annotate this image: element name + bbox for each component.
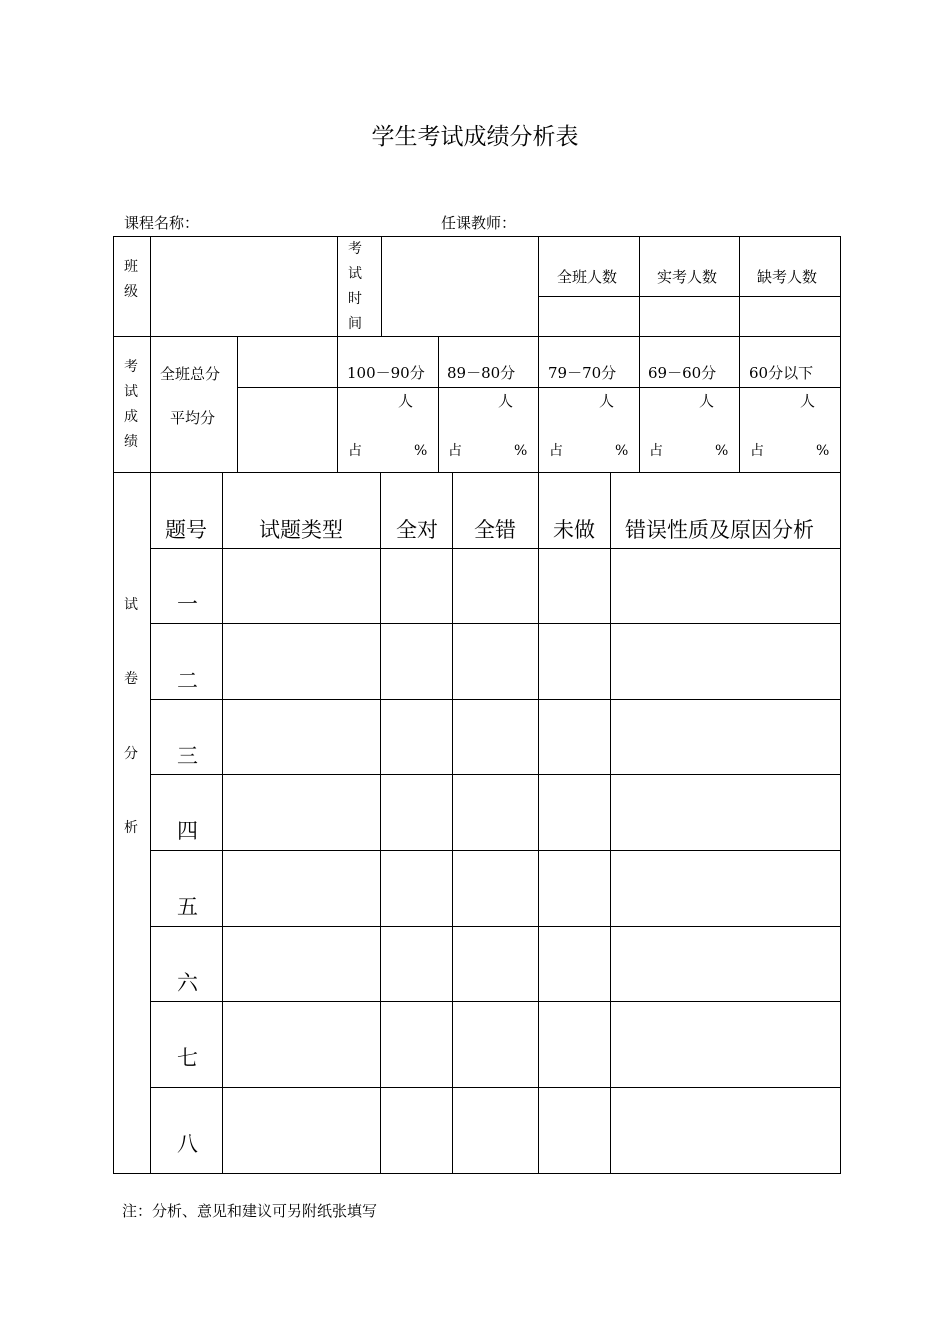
table-rule bbox=[113, 236, 841, 237]
table-rule bbox=[739, 236, 740, 473]
exam-time-label-3: 时 bbox=[348, 291, 362, 307]
total-score-label: 全班总分 bbox=[160, 365, 221, 383]
table-rule bbox=[381, 236, 382, 337]
range-89-80: 89－80分 bbox=[447, 364, 516, 382]
table-rule bbox=[452, 472, 453, 1174]
table-rule bbox=[237, 336, 238, 473]
column-question-type: 试题类型 bbox=[259, 518, 343, 542]
table-rule bbox=[840, 236, 841, 1174]
table-rule bbox=[150, 926, 841, 927]
table-rule bbox=[222, 472, 223, 1174]
course-name-label: 课程名称： bbox=[124, 214, 200, 232]
table-rule bbox=[639, 236, 640, 473]
analysis-section-label-4: 析 bbox=[124, 820, 138, 836]
share-label: 占 bbox=[348, 443, 362, 459]
share-label: 占 bbox=[649, 443, 663, 459]
score-section-label-2: 试 bbox=[124, 384, 138, 400]
page-title: 学生考试成绩分析表 bbox=[371, 124, 579, 150]
question-number: 一 bbox=[177, 592, 198, 616]
table-rule bbox=[237, 387, 841, 388]
column-all-correct: 全对 bbox=[396, 518, 438, 542]
persons-unit: 人 bbox=[800, 392, 816, 410]
analysis-section-label-3: 分 bbox=[124, 746, 138, 762]
exam-time-label-4: 间 bbox=[348, 316, 362, 332]
table-rule bbox=[337, 236, 338, 337]
table-rule bbox=[113, 236, 114, 1174]
table-rule bbox=[150, 472, 151, 1174]
persons-unit: 人 bbox=[398, 392, 414, 410]
average-score-label: 平均分 bbox=[170, 409, 216, 427]
table-rule bbox=[113, 336, 841, 337]
range-79-70: 79－70分 bbox=[548, 364, 617, 382]
range-69-60: 69－60分 bbox=[648, 364, 717, 382]
percent-unit: % bbox=[715, 443, 729, 459]
table-rule bbox=[380, 472, 381, 1174]
table-rule bbox=[337, 336, 338, 473]
question-number: 三 bbox=[177, 744, 198, 768]
table-rule bbox=[538, 472, 539, 1174]
table-rule bbox=[610, 472, 611, 1174]
share-label: 占 bbox=[549, 443, 563, 459]
range-100-90: 100－90分 bbox=[347, 364, 425, 382]
teacher-label: 任课教师： bbox=[441, 214, 517, 232]
share-label: 占 bbox=[448, 443, 462, 459]
percent-unit: % bbox=[615, 443, 629, 459]
question-number: 二 bbox=[177, 669, 198, 693]
table-rule bbox=[538, 296, 841, 297]
table-rule bbox=[150, 623, 841, 624]
percent-unit: % bbox=[514, 443, 528, 459]
persons-unit: 人 bbox=[498, 392, 514, 410]
analysis-section-label-1: 试 bbox=[124, 597, 138, 613]
table-rule bbox=[150, 774, 841, 775]
exam-time-label-2: 试 bbox=[348, 266, 362, 282]
table-rule bbox=[150, 236, 151, 473]
percent-unit: % bbox=[414, 443, 428, 459]
column-question-number: 题号 bbox=[165, 518, 207, 542]
class-label-1: 班 bbox=[124, 259, 138, 275]
column-all-wrong: 全错 bbox=[474, 518, 516, 542]
absent-students-label: 缺考人数 bbox=[757, 268, 818, 286]
table-rule bbox=[150, 1087, 841, 1088]
table-rule bbox=[538, 236, 539, 473]
exam-time-label-1: 考 bbox=[348, 241, 362, 257]
score-section-label-4: 绩 bbox=[124, 434, 138, 450]
persons-unit: 人 bbox=[599, 392, 615, 410]
column-not-done: 未做 bbox=[553, 518, 595, 542]
table-rule bbox=[150, 548, 841, 549]
actual-students-label: 实考人数 bbox=[657, 268, 718, 286]
column-error-analysis: 错误性质及原因分析 bbox=[625, 518, 814, 542]
table-rule bbox=[438, 336, 439, 473]
share-label: 占 bbox=[750, 443, 764, 459]
analysis-section-label-2: 卷 bbox=[124, 671, 138, 687]
question-number: 五 bbox=[177, 895, 198, 919]
class-label-2: 级 bbox=[124, 284, 138, 300]
total-students-label: 全班人数 bbox=[557, 268, 618, 286]
question-number: 八 bbox=[177, 1132, 198, 1156]
table-rule bbox=[150, 699, 841, 700]
percent-unit: % bbox=[816, 443, 830, 459]
table-rule bbox=[150, 850, 841, 851]
footer-note: 注：分析、意见和建议可另附纸张填写 bbox=[122, 1202, 378, 1220]
range-below-60: 60分以下 bbox=[749, 364, 814, 382]
question-number: 四 bbox=[177, 819, 198, 843]
question-number: 六 bbox=[177, 971, 198, 995]
score-section-label-3: 成 bbox=[124, 409, 138, 425]
question-number: 七 bbox=[177, 1046, 198, 1070]
table-rule bbox=[150, 1001, 841, 1002]
persons-unit: 人 bbox=[699, 392, 715, 410]
score-section-label-1: 考 bbox=[124, 359, 138, 375]
